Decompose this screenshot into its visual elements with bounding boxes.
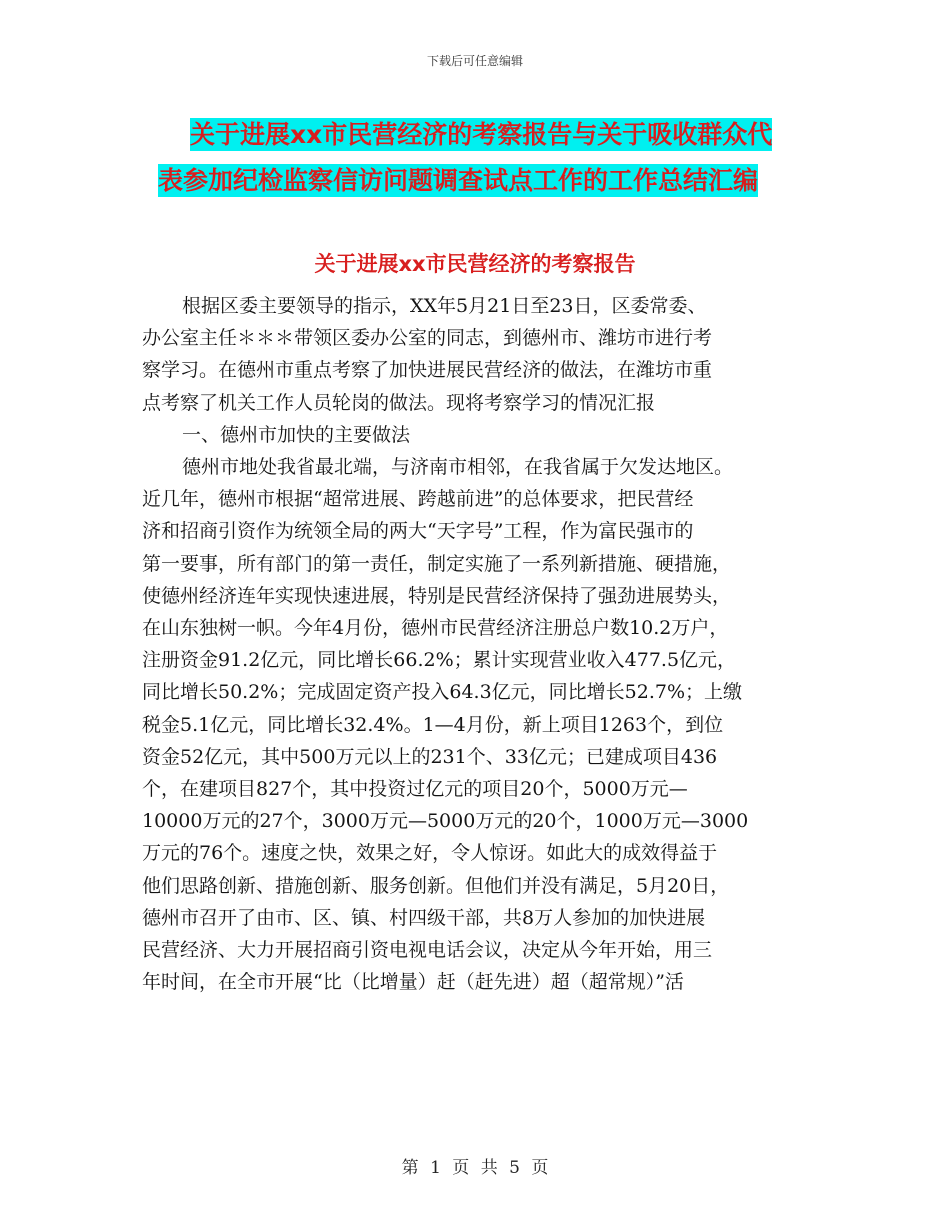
body-line: 察学习。在德州市重点考察了加快进展民营经济的做法，在潍坊市重 (142, 359, 713, 382)
body-line: 注册资金91.2亿元，同比增长66.2%；累计实现营业收入477.5亿元， (142, 649, 737, 672)
body-text (142, 290, 810, 998)
body-line: 德州市召开了由市、区、镇、村四级干部，共8万人参加的加快进展 (142, 906, 706, 929)
header-note: 下载后可任意编辑 (426, 54, 523, 68)
body-line: 税金5.1亿元，同比增长32.4%。1—4月份，新上项目1263个，到位 (142, 713, 724, 736)
body-line: 德州市地处我省最北端，与济南市相邻，在我省属于欠发达地区。 (182, 456, 734, 479)
body-line: 在山东独树一帜。今年4月份，德州市民营经济注册总户数10.2万户， (142, 617, 729, 640)
body-line: 10000万元的27个，3000万元—5000万元的20个，1000万元—3000 (142, 810, 749, 833)
page-number-footer: 第 1 页 共 5 页 (401, 1158, 549, 1178)
body-line: 办公室主任＊＊＊带领区委办公室的同志，到德州市、潍坊市进行考 (142, 327, 713, 350)
body-line: 点考察了机关工作人员轮岗的做法。现将考察学习的情况汇报 (142, 391, 656, 414)
document-title-line-1 (140, 112, 820, 158)
body-line: 民营经济、大力开展招商引资电视电话会议，决定从今年开始，用三 (142, 939, 713, 962)
body-line: 近几年，德州市根据“超常进展、跨越前进”的总体要求，把民营经 (142, 488, 694, 511)
body-line: 万元的76个。速度之快，效果之好，令人惊讶。如此大的成效得益于 (142, 842, 718, 865)
title-highlight-1: 关于进展xx市民营经济的考察报告与关于吸收群众代 (190, 120, 773, 149)
section-title: 关于进展xx市民营经济的考察报告 (314, 252, 636, 276)
title-highlight-2: 表参加纪检监察信访问题调查试点工作的工作总结汇编 (158, 166, 759, 195)
body-line: 济和招商引资作为统领全局的两大“天字号”工程，作为富民强市的 (142, 520, 694, 543)
body-line: 他们思路创新、措施创新、服务创新。但他们并没有满足，5月20日， (142, 874, 730, 897)
body-line: 一、德州市加快的主要做法 (182, 423, 411, 446)
document-title-line-2 (140, 158, 820, 204)
document-title (140, 112, 820, 204)
body-line: 第一要事，所有部门的第一责任，制定实施了一系列新措施、硬措施， (142, 552, 732, 575)
body-line: 资金52亿元，其中500万元以上的231个、33亿元；已建成项目436 (142, 745, 718, 768)
body-line: 年时间，在全市开展“比（比增量）赶（赶先进）超（超常规）”活 (142, 971, 684, 994)
body-line: 根据区委主要领导的指示，XX年5月21日至23日，区委常委、 (182, 295, 707, 317)
body-line: 个，在建项目827个，其中投资过亿元的项目20个，5000万元— (142, 778, 688, 801)
body-line: 同比增长50.2%；完成固定资产投入64.3亿元，同比增长52.7%；上缴 (142, 681, 743, 704)
body-line: 使德州经济连年实现快速进展，特别是民营经济保持了强劲进展势头， (142, 584, 732, 607)
